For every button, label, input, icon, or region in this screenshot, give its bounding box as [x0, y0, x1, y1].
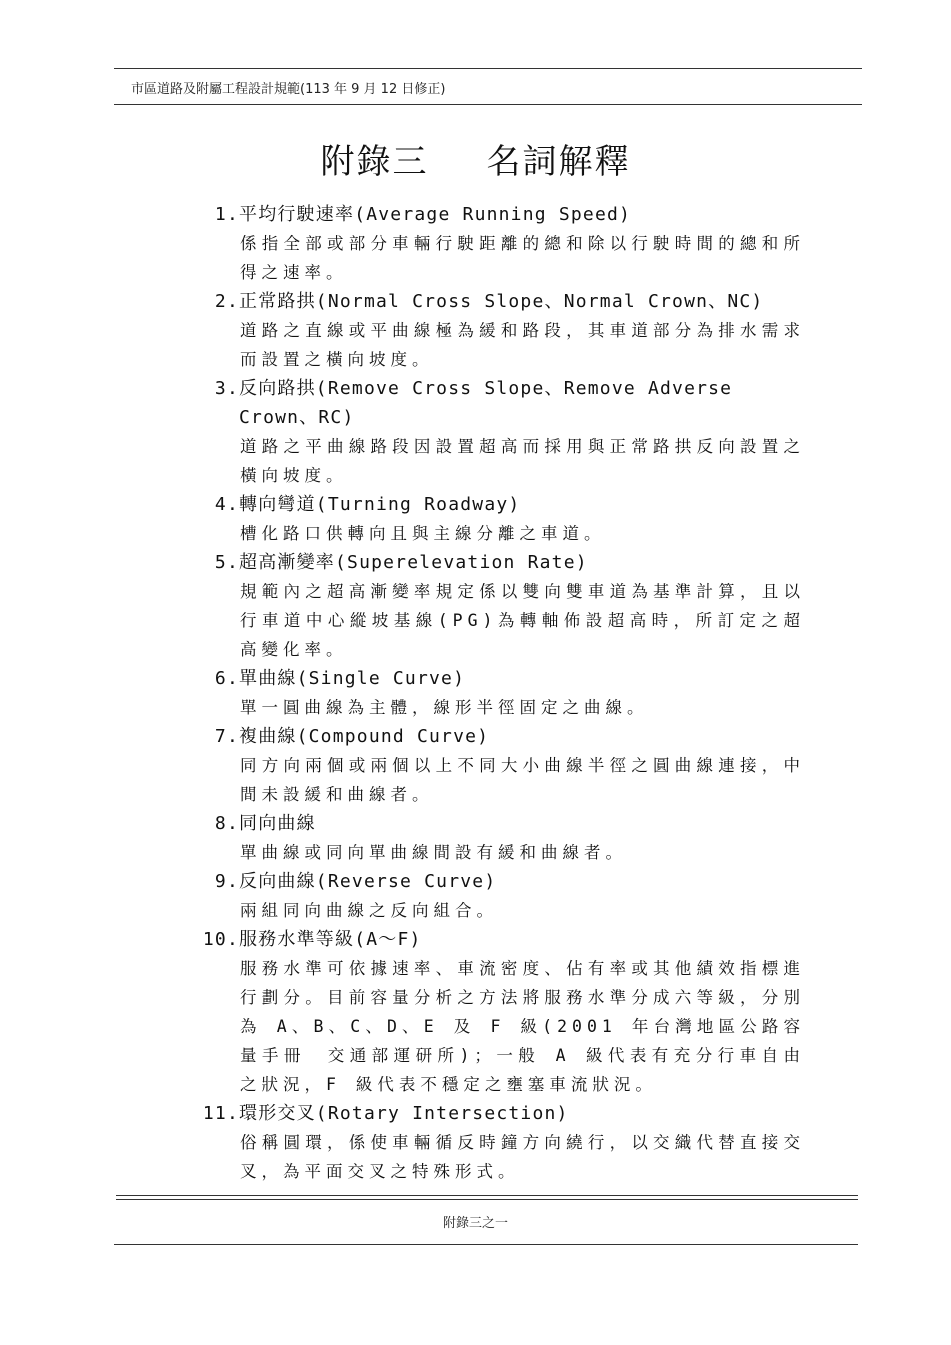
entry-definition: 服務水準可依據速率、車流密度、佔有率或其他績效指標進行劃分。目前容量分析之方法將服務水準分成六等級，分別為 A、B、C、D、E 及 F 級(2001 年台灣地區公路容量手冊 交通部運研所)；一般 A 級代表有充分行車自由之狀況，F 級代表不穩定之壅塞車流狀況。	[240, 959, 805, 1094]
entry-term: 轉向彎道(Turning Roadway)	[239, 494, 521, 515]
entry-term: 服務水準等級(A～F)	[239, 929, 422, 950]
entry-number: 9.	[214, 871, 239, 892]
footer-double-rule-bottom	[116, 1199, 858, 1200]
glossary-entry-10	[200, 925, 810, 1099]
entry-number: 2.	[214, 291, 239, 312]
glossary-entry-5	[200, 548, 810, 664]
glossary-entry-7	[200, 722, 810, 809]
glossary-entry-11	[200, 1099, 810, 1186]
entry-term: 反向曲線(Reverse Curve)	[239, 871, 497, 892]
entry-term: 單曲線(Single Curve)	[239, 668, 466, 689]
entry-term: 平均行駛速率(Average Running Speed)	[239, 204, 632, 225]
glossary-entry-6	[200, 664, 810, 722]
entry-definition: 道路之直線或平曲線極為緩和路段，其車道部分為排水需求而設置之橫向坡度。	[240, 321, 805, 369]
entry-number: 4.	[214, 494, 239, 515]
entry-number: 11.	[202, 1103, 239, 1124]
entry-term: 反向路拱(Remove Cross Slope、Remove Adverse Crown、RC)	[239, 378, 733, 428]
page-title-heading: 名詞解釋	[486, 142, 631, 182]
entry-term: 環形交叉(Rotary Intersection)	[239, 1103, 569, 1124]
entry-definition: 兩組同向曲線之反向組合。	[240, 901, 498, 920]
entry-definition: 係指全部或部分車輛行駛距離的總和除以行駛時間的總和所得之速率。	[240, 234, 805, 282]
entry-definition: 規範內之超高漸變率規定係以雙向雙車道為基準計算，且以行車道中心縱坡基線(PG)為轉軸佈設超高時，所訂定之超高變化率。	[240, 582, 805, 659]
entry-term: 同向曲線	[239, 813, 316, 834]
entry-number: 7.	[214, 726, 239, 747]
document-header: 市區道路及附屬工程設計規範(113 年 9 月 12 日修正)	[131, 82, 446, 97]
entry-definition: 道路之平曲線路段因設置超高而採用與正常路拱反向設置之橫向坡度。	[240, 437, 805, 485]
page-title-appendix: 附錄三	[320, 142, 429, 182]
entry-definition: 單曲線或同向單曲線間設有緩和曲線者。	[240, 843, 627, 862]
glossary-entry-8	[200, 809, 810, 867]
entry-definition: 槽化路口供轉向且與主線分離之車道。	[240, 524, 606, 543]
entry-term: 超高漸變率(Superelevation Rate)	[239, 552, 588, 573]
glossary-entry-2	[200, 287, 810, 374]
footer-double-rule-top	[116, 1195, 858, 1196]
entry-definition: 同方向兩個或兩個以上不同大小曲線半徑之圓曲線連接，中間未設緩和曲線者。	[240, 756, 805, 804]
header-bottom-rule	[114, 104, 862, 105]
entry-number: 10.	[202, 929, 239, 950]
entry-number: 8.	[214, 813, 239, 834]
entry-term: 複曲線(Compound Curve)	[239, 726, 490, 747]
page-number-label: 附錄三之一	[442, 1216, 508, 1231]
entry-number: 1.	[214, 204, 239, 225]
page-title	[0, 134, 951, 183]
footer-bottom-rule	[114, 1244, 858, 1245]
glossary-entry-9	[200, 867, 810, 925]
entry-number: 6.	[214, 668, 239, 689]
header-top-rule	[114, 68, 862, 69]
entry-definition: 單一圓曲線為主體，線形半徑固定之曲線。	[240, 698, 649, 717]
entry-definition: 俗稱圓環，係使車輛循反時鐘方向繞行，以交織代替直接交叉，為平面交叉之特殊形式。	[240, 1133, 805, 1181]
entry-term: 正常路拱(Normal Cross Slope、Normal Crown、NC)	[239, 291, 764, 312]
entry-number: 3.	[214, 378, 239, 399]
glossary-entry-4	[200, 490, 810, 548]
entry-number: 5.	[214, 552, 239, 573]
glossary-entry-3	[200, 374, 810, 490]
glossary-entry-1	[200, 200, 810, 287]
glossary-list	[200, 200, 810, 1186]
